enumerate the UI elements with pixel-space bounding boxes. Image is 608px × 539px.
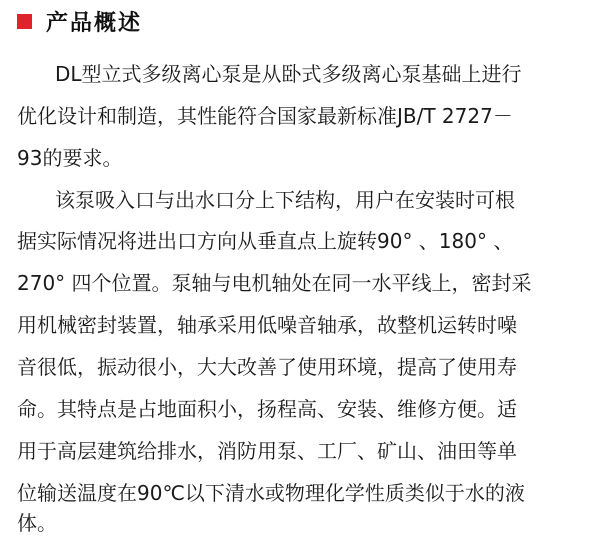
paragraph-1-line-2: 优化设计和制造，其性能符合国家最新标准JB/T 2727－	[17, 104, 513, 128]
section-heading	[17, 6, 142, 36]
paragraph-2-line-5: 音很低，振动很小，大大改善了使用环境，提高了使用寿	[17, 355, 517, 379]
paragraph-2-line-6: 命。其特点是占地面积小，扬程高、安装、维修方便。适	[17, 397, 517, 421]
paragraph-2-line-7: 用于高层建筑给排水，消防用泵、工厂、矿山、油田等单	[17, 439, 517, 463]
paragraph-2-line-8: 位输送温度在90℃以下清水或物理化学性质类似于水的液	[17, 481, 525, 505]
paragraph-2-line-9: 体。	[17, 511, 57, 535]
paragraph-1-line-3: 93的要求。	[17, 146, 123, 170]
paragraph-2-line-4: 用机械密封装置，轴承采用低噪音轴承，故整机运转时噪	[17, 313, 517, 337]
section-title: 产品概述	[46, 10, 143, 36]
paragraph-2-line-3: 270° 四个位置。泵轴与电机轴处在同一水平线上，密封采	[17, 271, 532, 295]
paragraph-1-line-1: DL型立式多级离心泵是从卧式多级离心泵基础上进行	[55, 62, 522, 86]
paragraph-2-line-2: 据实际情况将进出口方向从垂直点上旋转90° 、180° 、	[17, 229, 514, 253]
red-square-marker	[17, 14, 32, 29]
paragraph-2-line-1: 该泵吸入口与出水口分上下结构，用户在安装时可根	[55, 188, 515, 212]
